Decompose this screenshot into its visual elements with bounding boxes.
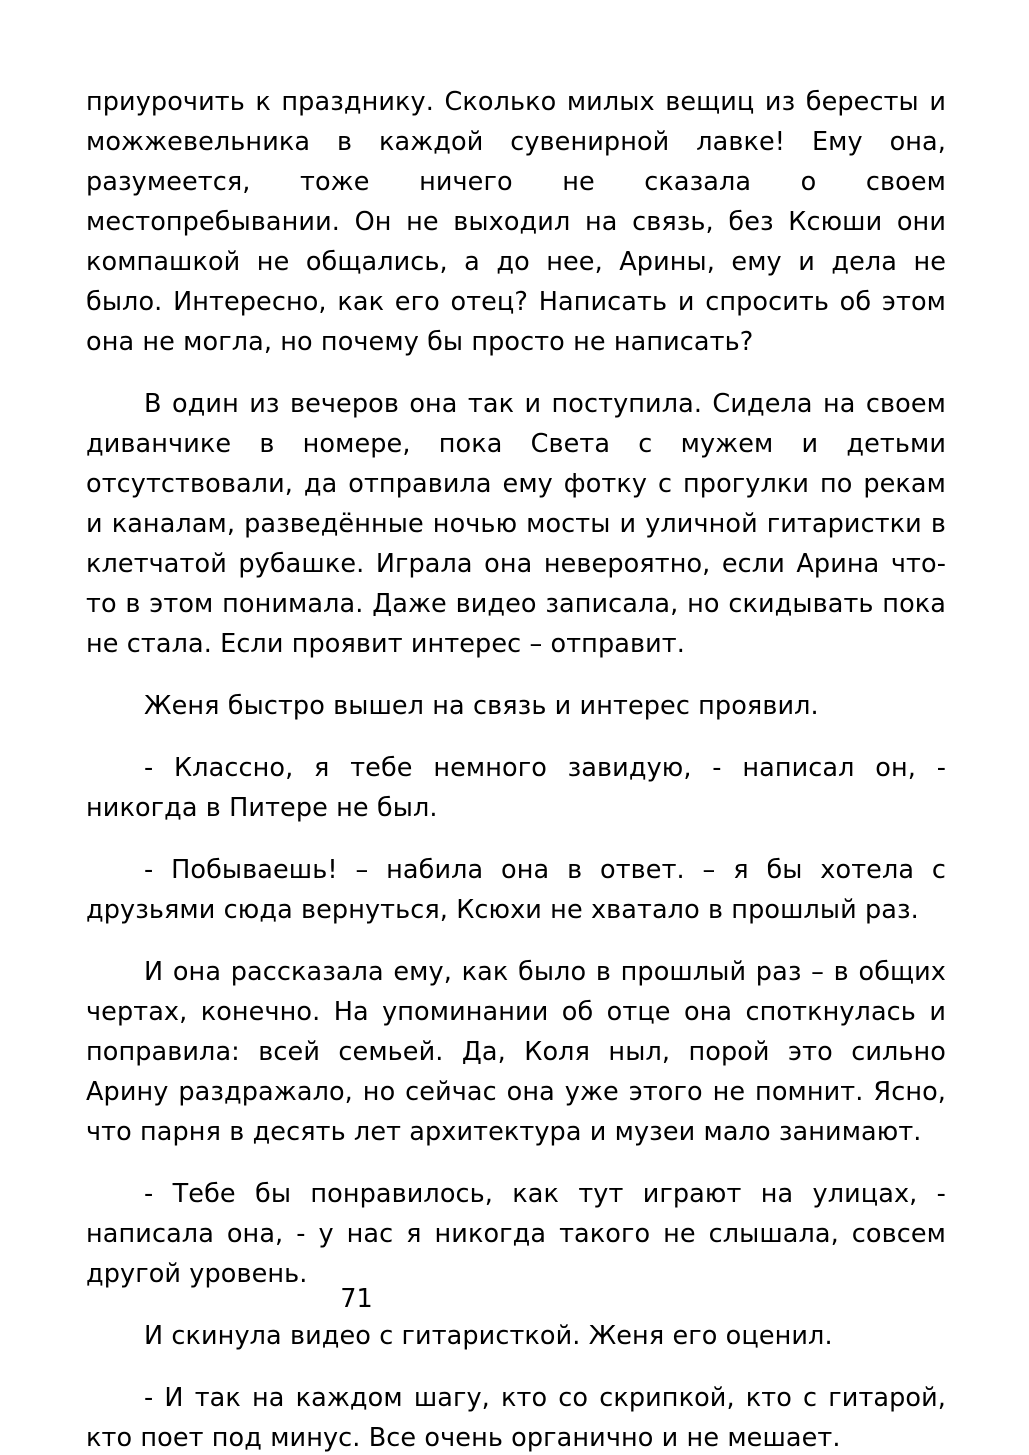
paragraph-5: - Побываешь! – набила она в ответ. – я бы хотела с друзьями сюда вернуться, Ксюхи не хватало в прошлый раз. <box>86 855 946 925</box>
paragraph-1: приурочить к празднику. Сколько милых вещиц из бересты и можжевельника в каждой сувенирной лавке! Ему она, разумеется, тоже ничего не сказала о своем местопребывании. Он не выходил на связь, без Ксюши они компашкой не общались, а до нее, Арины, ему и дела не было. Интересно, как его отец? Написать и спросить об этом она не могла, но почему бы просто не написать? <box>86 87 946 357</box>
paragraph-6: И она рассказала ему, как было в прошлый раз – в общих чертах, конечно. На упоминании об отце она споткнулась и поправила: всей семьей. Да, Коля ныл, порой это сильно Арину раздражало, но сейчас она уже этого не помнит. Ясно, что парня в десять лет архитектура и музеи мало занимают. <box>86 957 946 1147</box>
paragraph-7: - Тебе бы понравилось, как тут играют на улицах, - написала она, - у нас я никогда такого не слышала, совсем другой уровень. <box>86 1179 946 1289</box>
paragraph-4: - Классно, я тебе немного завидую, - написал он, - никогда в Питере не был. <box>86 753 946 823</box>
paragraph-8: И скинула видео с гитаристкой. Женя его оценил. <box>144 1321 833 1351</box>
paragraph-3: Женя быстро вышел на связь и интерес проявил. <box>144 691 819 721</box>
paragraph-2: В один из вечеров она так и поступила. Сидела на своем диванчике в номере, пока Света с мужем и детьми отсутствовали, да отправила ему фотку с прогулки по рекам и каналам, разведённые ночью мосты и уличной гитаристки в клетчатой рубашке. Играла она невероятно, если Арина что-то в этом понимала. Даже видео записала, но скидывать пока не стала. Если проявит интерес – отправит. <box>86 389 946 659</box>
paragraph-9: - И так на каждом шагу, кто со скрипкой, кто с гитарой, кто поет под минус. Все очень органично и не мешает. <box>86 1383 946 1453</box>
page-number: 71 <box>340 1284 373 1314</box>
page-text-column <box>86 82 946 1455</box>
